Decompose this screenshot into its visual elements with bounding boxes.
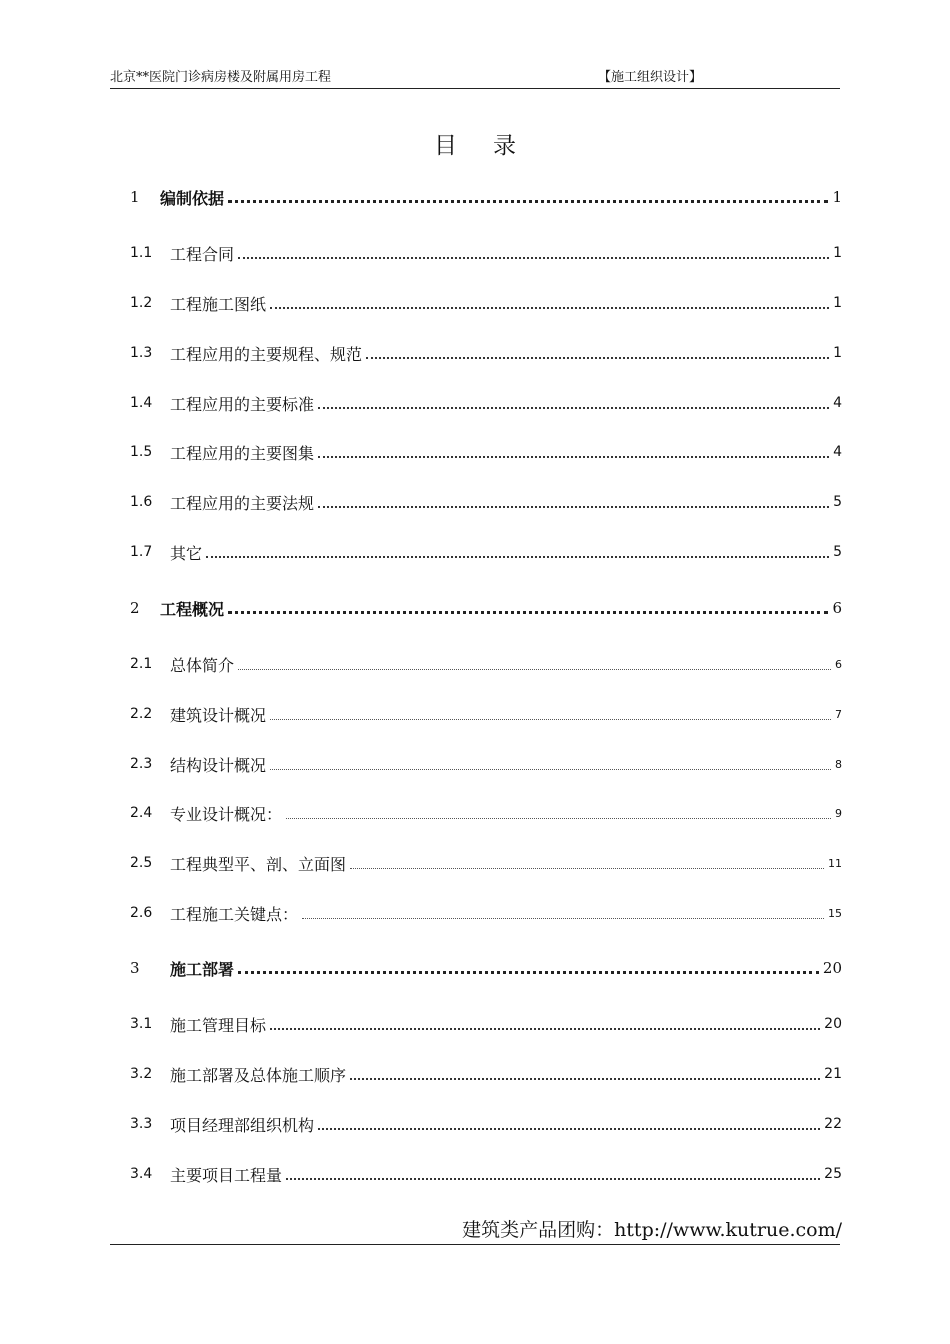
toc-entry[interactable] [130, 595, 842, 621]
toc-entry[interactable] [130, 701, 842, 727]
toc-entry-title: 工程应用的主要图集 [170, 443, 315, 463]
toc-entry-page: 8 [835, 757, 842, 771]
toc-entry-title: 结构设计概况 [170, 755, 267, 775]
toc-entry-number: 2.3 [130, 756, 153, 772]
toc-entry-title: 施工部署 [170, 959, 235, 979]
toc-entry-page: 7 [835, 707, 842, 721]
toc-entry-number: 1.5 [130, 444, 153, 460]
toc-entry-page: 15 [828, 906, 842, 920]
toc-entry[interactable] [130, 290, 842, 316]
footer-link[interactable]: 建筑类产品团购：http://www.kutrue.com/ [462, 1219, 842, 1241]
toc-entry-number: 1.4 [130, 395, 153, 411]
toc-entry-page: 4 [833, 444, 842, 460]
toc-dot-leader [366, 345, 829, 361]
toc-entry[interactable] [130, 1111, 842, 1137]
toc-dot-leader [302, 905, 824, 921]
toc-entry-title: 建筑设计概况 [170, 705, 267, 725]
toc-dot-leader [270, 295, 829, 311]
toc-entry[interactable] [130, 390, 842, 416]
toc-entry-number: 2.4 [130, 805, 153, 821]
toc-entry-page: 5 [833, 494, 842, 510]
toc-entry-page: 1 [833, 245, 842, 261]
toc-entry-title: 工程施工关键点： [170, 904, 299, 924]
toc-dot-leader [318, 494, 829, 510]
toc-entry-number: 1 [130, 188, 140, 206]
header-project-name: 北京**医院门诊病房楼及附属用房工程 [110, 70, 332, 85]
toc-entry-title: 专业设计概况： [170, 804, 283, 824]
toc-dot-leader [228, 600, 828, 616]
toc-entry-number: 2.6 [130, 905, 153, 921]
toc-entry-title: 工程施工图纸 [170, 294, 267, 314]
toc-dot-leader [270, 706, 831, 722]
toc-entry-number: 2.1 [130, 656, 153, 672]
toc-entry-page: 1 [833, 295, 842, 311]
toc-entry-page: 1 [833, 345, 842, 361]
toc-entry[interactable] [130, 1011, 842, 1037]
toc-entry[interactable] [130, 1061, 842, 1087]
toc-dot-leader [238, 245, 829, 261]
toc-entry[interactable] [130, 651, 842, 677]
toc-dot-leader [238, 960, 819, 976]
toc-entry[interactable] [130, 850, 842, 876]
toc-entry[interactable] [130, 800, 842, 826]
toc-dot-leader [286, 805, 831, 821]
toc-entry-title: 工程合同 [170, 244, 235, 264]
toc-entry-title: 施工部署及总体施工顺序 [170, 1065, 347, 1085]
toc-entry[interactable] [130, 184, 842, 210]
toc-entry-page: 20 [822, 959, 842, 977]
toc-dot-leader [318, 444, 829, 460]
toc-entry-title: 工程概况 [160, 599, 225, 619]
toc-entry-title: 工程应用的主要规程、规范 [170, 344, 363, 364]
toc-entry-title: 其它 [170, 543, 203, 563]
toc-entry-title: 主要项目工程量 [170, 1165, 283, 1185]
toc-entry[interactable] [130, 340, 842, 366]
toc-dot-leader [270, 756, 831, 772]
toc-entry-page: 5 [833, 544, 842, 560]
toc-entry-page: 22 [824, 1116, 842, 1132]
toc-dot-leader [270, 1016, 820, 1032]
toc-entry-number: 2 [130, 599, 140, 617]
toc-entry[interactable] [130, 1161, 842, 1187]
toc-entry[interactable] [130, 489, 842, 515]
toc-entry-page: 4 [833, 395, 842, 411]
toc-entry-number: 1.7 [130, 544, 153, 560]
toc-entry-page: 6 [835, 657, 842, 671]
page-header [110, 66, 840, 89]
toc-dot-leader [206, 544, 829, 560]
toc-entry-number: 1.1 [130, 245, 153, 261]
toc-entry-title: 总体简介 [170, 655, 235, 675]
toc-entry-number: 3.4 [130, 1166, 153, 1182]
toc-dot-leader [318, 1116, 820, 1132]
toc-entry[interactable] [130, 439, 842, 465]
toc-entry-page: 21 [824, 1066, 842, 1082]
toc-dot-leader [350, 1066, 820, 1082]
toc-entry-number: 2.2 [130, 706, 153, 722]
toc-dot-leader [286, 1166, 820, 1182]
toc-entry-page: 1 [832, 188, 842, 206]
toc-dot-leader [350, 855, 824, 871]
toc-entry[interactable] [130, 539, 842, 565]
toc-dot-leader [238, 656, 831, 672]
toc-dot-leader [318, 395, 829, 411]
toc-dot-leader [228, 189, 828, 205]
toc-entry-number: 3.1 [130, 1016, 153, 1032]
toc-entry-number: 3.2 [130, 1066, 153, 1082]
toc-entry-number: 2.5 [130, 855, 153, 871]
toc-entry-number: 1.2 [130, 295, 153, 311]
toc-entry[interactable] [130, 955, 842, 981]
toc-entry-page: 11 [828, 856, 842, 870]
toc-entry[interactable] [130, 240, 842, 266]
footer-divider [110, 1244, 840, 1245]
toc-title: 目录 [434, 133, 552, 159]
toc-entry-number: 3 [130, 959, 140, 977]
toc-entry-number: 3.3 [130, 1116, 153, 1132]
toc-entry-number: 1.6 [130, 494, 153, 510]
toc-entry-title: 项目经理部组织机构 [170, 1115, 315, 1135]
header-doc-type: 【施工组织设计】 [598, 70, 703, 85]
toc-entry-number: 1.3 [130, 345, 153, 361]
toc-entry-title: 工程应用的主要法规 [170, 493, 315, 513]
toc-entry-page: 25 [824, 1166, 842, 1182]
toc-entry[interactable] [130, 900, 842, 926]
toc-entry-page: 20 [824, 1016, 842, 1032]
toc-entry-page: 9 [835, 806, 842, 820]
toc-entry-title: 工程典型平、剖、立面图 [170, 854, 347, 874]
toc-entry[interactable] [130, 751, 842, 777]
toc-entry-title: 编制依据 [160, 188, 225, 208]
toc-entry-title: 工程应用的主要标准 [170, 394, 315, 414]
toc-entry-title: 施工管理目标 [170, 1015, 267, 1035]
toc-entry-page: 6 [832, 599, 842, 617]
